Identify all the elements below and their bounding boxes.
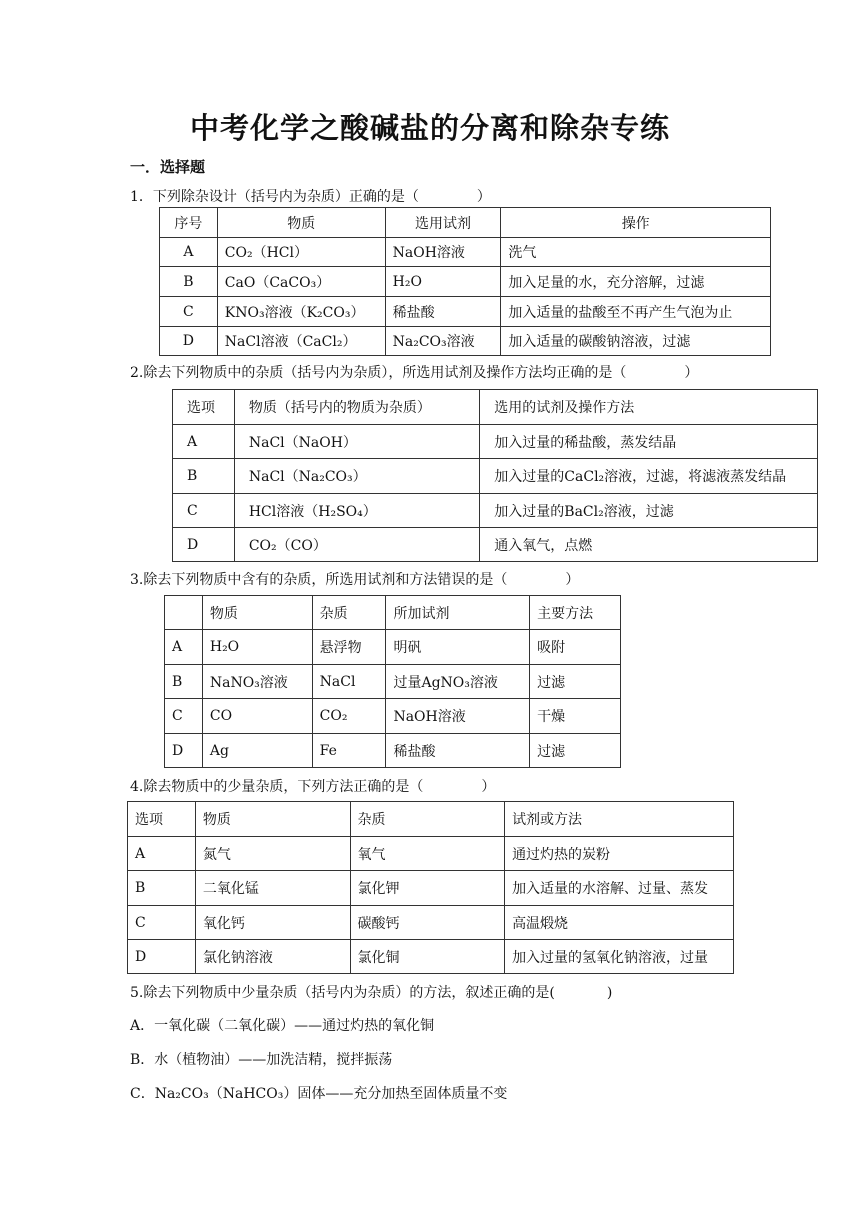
table-cell: NaOH溶液 xyxy=(386,699,530,734)
table-row xyxy=(165,699,621,734)
table-cell: NaCl（Na₂CO₃） xyxy=(234,459,479,494)
page-title: 中考化学之酸碱盐的分离和除杂专练 xyxy=(189,111,670,145)
table-cell: 过滤 xyxy=(530,665,621,699)
table-cell: Na₂CO₃溶液 xyxy=(385,327,501,356)
table-cell: D xyxy=(160,327,218,356)
table-header-cell: 物质 xyxy=(217,208,385,238)
table-cell: 稀盐酸 xyxy=(386,734,530,768)
table-cell: A xyxy=(128,837,196,871)
table-header-cell: 所加试剂 xyxy=(386,596,530,630)
table-header-cell: 试剂或方法 xyxy=(505,802,734,837)
table-cell: C xyxy=(160,297,218,327)
table-cell: 吸附 xyxy=(530,630,621,665)
table-cell: NaOH溶液 xyxy=(385,238,501,267)
table-cell: 氯化铜 xyxy=(350,940,505,974)
table-cell: D xyxy=(128,940,196,974)
question-2-text: 2.除去下列物质中的杂质（括号内为杂质），所选用试剂及操作方法均正确的是（ xyxy=(130,365,627,381)
table-row xyxy=(165,665,621,699)
table-cell: 过量AgNO₃溶液 xyxy=(386,665,530,699)
table-cell: NaCl xyxy=(312,665,386,699)
table-row xyxy=(160,327,771,356)
table-cell: D xyxy=(173,528,235,562)
table-header-row xyxy=(160,208,771,238)
table-cell: NaCl溶液（CaCl₂） xyxy=(217,327,385,356)
table-cell: NaNO₃溶液 xyxy=(202,665,312,699)
table-cell: 氯化钠溶液 xyxy=(195,940,350,974)
question-5-text: 5.除去下列物质中少量杂质（括号内为杂质）的方法，叙述正确的是( xyxy=(130,985,555,1001)
table-cell: HCl溶液（H₂SO₄） xyxy=(234,494,479,528)
table-cell: Ag xyxy=(202,734,312,768)
table-row xyxy=(173,494,818,528)
table-header-cell: 选项 xyxy=(128,802,196,837)
table-cell: 氮气 xyxy=(195,837,350,871)
option-b: B．水（植物油）——加洗洁精，搅拌振荡 xyxy=(130,1052,393,1068)
table-header-cell: 选用的试剂及操作方法 xyxy=(480,390,818,425)
question-4-text: 4.除去物质中的少量杂质，下列方法正确的是（ xyxy=(130,779,424,795)
table-cell: 加入适量的碳酸钠溶液，过滤 xyxy=(501,327,771,356)
table-cell: B xyxy=(165,665,203,699)
table-cell: 氧气 xyxy=(350,837,505,871)
table-row xyxy=(160,238,771,267)
table-header-cell: 物质 xyxy=(202,596,312,630)
table-header-cell: 主要方法 xyxy=(530,596,621,630)
table-header-cell: 杂质 xyxy=(312,596,386,630)
table-cell: 碳酸钙 xyxy=(350,906,505,940)
table-row xyxy=(173,528,818,562)
table-cell: 洗气 xyxy=(501,238,771,267)
table-header-row xyxy=(128,802,734,837)
question-3-table xyxy=(164,595,621,768)
table-cell: 加入过量的CaCl₂溶液，过滤，将滤液蒸发结晶 xyxy=(480,459,818,494)
table-cell: 高温煅烧 xyxy=(505,906,734,940)
table-row xyxy=(128,871,734,906)
table-header-cell: 物质 xyxy=(195,802,350,837)
table-cell: 加入过量的BaCl₂溶液，过滤 xyxy=(480,494,818,528)
table-cell: C xyxy=(165,699,203,734)
table-cell: 氯化钾 xyxy=(350,871,505,906)
table-cell: A xyxy=(165,630,203,665)
table-cell: CO₂（CO） xyxy=(234,528,479,562)
table-header-cell: 序号 xyxy=(160,208,218,238)
table-header-cell: 选项 xyxy=(173,390,235,425)
table-cell: D xyxy=(165,734,203,768)
question-3-text: 3.除去下列物质中含有的杂质，所选用试剂和方法错误的是（ xyxy=(130,572,508,588)
table-cell: 二氧化锰 xyxy=(195,871,350,906)
table-header-cell: 物质（括号内的物质为杂质） xyxy=(234,390,479,425)
table-row xyxy=(128,906,734,940)
table-row xyxy=(160,267,771,297)
table-cell: C xyxy=(128,906,196,940)
table-row xyxy=(128,940,734,974)
table-cell: Fe xyxy=(312,734,386,768)
section-heading: 一．选择题 xyxy=(130,158,206,176)
question-1-table xyxy=(159,207,771,356)
question-5-stem xyxy=(130,982,612,1002)
table-header-row xyxy=(165,596,621,630)
table-cell: 氧化钙 xyxy=(195,906,350,940)
question-3-close: ） xyxy=(565,572,580,588)
table-cell: KNO₃溶液（K₂CO₃） xyxy=(217,297,385,327)
option-c: C．Na₂CO₃（NaHCO₃）固体——充分加热至固体质量不变 xyxy=(130,1086,508,1102)
table-cell: A xyxy=(173,425,235,459)
table-cell: A xyxy=(160,238,218,267)
table-row xyxy=(173,459,818,494)
table-cell: B xyxy=(128,871,196,906)
table-cell: 明矾 xyxy=(386,630,530,665)
table-row xyxy=(165,630,621,665)
table-cell: B xyxy=(160,267,218,297)
table-cell: NaCl（NaOH） xyxy=(234,425,479,459)
table-cell: CO xyxy=(202,699,312,734)
table-cell: 干燥 xyxy=(530,699,621,734)
table-header-cell: 操作 xyxy=(501,208,771,238)
table-cell: CO₂（HCl） xyxy=(217,238,385,267)
table-cell: H₂O xyxy=(385,267,501,297)
table-header-row xyxy=(173,390,818,425)
table-row xyxy=(165,734,621,768)
question-1-close: ） xyxy=(476,189,491,205)
table-cell: B xyxy=(173,459,235,494)
question-1-text: 1．下列除杂设计（括号内为杂质）正确的是（ xyxy=(130,189,419,205)
table-cell: 稀盐酸 xyxy=(385,297,501,327)
question-3-stem xyxy=(130,569,579,589)
table-cell: 过滤 xyxy=(530,734,621,768)
table-cell: CaO（CaCO₃） xyxy=(217,267,385,297)
table-row xyxy=(160,297,771,327)
table-cell: 通入氧气，点燃 xyxy=(480,528,818,562)
table-header-cell: 选用试剂 xyxy=(385,208,501,238)
question-2-table xyxy=(172,389,818,562)
question-5-close: ) xyxy=(606,985,613,1001)
question-2-stem xyxy=(130,362,698,382)
question-4-stem xyxy=(130,776,495,796)
table-cell: 通过灼热的炭粉 xyxy=(505,837,734,871)
table-cell: C xyxy=(173,494,235,528)
table-cell: 加入适量的盐酸至不再产生气泡为止 xyxy=(501,297,771,327)
question-2-close: ） xyxy=(684,365,699,381)
table-cell: 悬浮物 xyxy=(312,630,386,665)
question-4-table xyxy=(127,801,734,974)
table-cell: 加入过量的稀盐酸，蒸发结晶 xyxy=(480,425,818,459)
table-header-cell xyxy=(165,596,203,630)
table-row xyxy=(173,425,818,459)
table-cell: 加入过量的氢氧化钠溶液，过量 xyxy=(505,940,734,974)
question-1-stem xyxy=(130,186,491,206)
table-row xyxy=(128,837,734,871)
table-header-cell: 杂质 xyxy=(350,802,505,837)
table-cell: 加入足量的水，充分溶解，过滤 xyxy=(501,267,771,297)
option-a: A．一氧化碳（二氧化碳）——通过灼热的氧化铜 xyxy=(130,1018,435,1034)
table-cell: H₂O xyxy=(202,630,312,665)
question-4-close: ） xyxy=(481,779,496,795)
table-cell: CO₂ xyxy=(312,699,386,734)
table-cell: 加入适量的水溶解、过量、蒸发 xyxy=(505,871,734,906)
